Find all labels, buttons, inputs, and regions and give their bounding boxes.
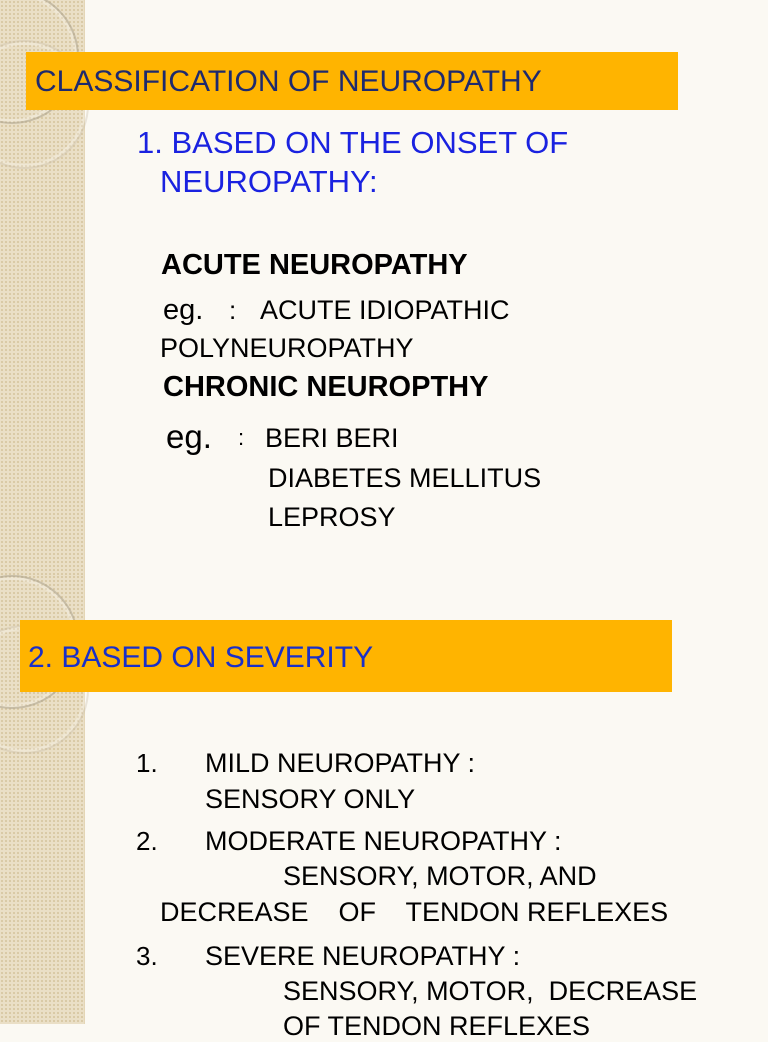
list-item-label: MODERATE NEUROPATHY : xyxy=(205,826,562,856)
list-item-label: MILD NEUROPATHY : xyxy=(205,748,476,778)
chronic-example: LEPROSY xyxy=(268,502,396,532)
acute-neuropathy-label: ACUTE NEUROPATHY xyxy=(161,249,468,281)
chronic-neuropathy-label: CHRONIC NEUROPTHY xyxy=(163,371,489,403)
chronic-eg-colon: : xyxy=(238,425,245,450)
list-item-detail: DECREASE OF TENDON REFLEXES xyxy=(160,897,669,927)
list-item-number: 3. xyxy=(136,941,158,971)
list-item-detail: SENSORY, MOTOR, AND xyxy=(283,861,597,891)
section-heading-line2: NEUROPATHY: xyxy=(160,164,378,199)
list-item-detail: SENSORY ONLY xyxy=(205,784,416,814)
list-item-number: 2. xyxy=(136,826,158,856)
list-item-number: 1. xyxy=(136,748,158,778)
list-item-detail: OF TENDON REFLEXES xyxy=(283,1011,591,1041)
acute-eg-label: eg. xyxy=(163,294,204,326)
chronic-example: BERI BERI xyxy=(265,423,399,453)
acute-eg-colon: : xyxy=(229,295,237,325)
list-item-label: SEVERE NEUROPATHY : xyxy=(205,941,521,971)
acute-example-line1: ACUTE IDIOPATHIC xyxy=(260,295,510,325)
section-heading-line1: 1. BASED ON THE ONSET OF xyxy=(137,125,569,160)
slide-title-bar xyxy=(20,620,672,692)
acute-example-line2: POLYNEUROPATHY xyxy=(160,333,414,363)
slide-title-bar xyxy=(26,52,678,110)
list-item-detail: SENSORY, MOTOR, DECREASE xyxy=(283,976,698,1006)
slide-title: 2. BASED ON SEVERITY xyxy=(28,641,374,674)
chronic-eg-label: eg. xyxy=(166,418,212,455)
slide-severity xyxy=(0,575,768,1041)
chronic-example: DIABETES MELLITUS xyxy=(268,463,542,493)
slide-title: CLASSIFICATION OF NEUROPATHY xyxy=(35,65,542,98)
